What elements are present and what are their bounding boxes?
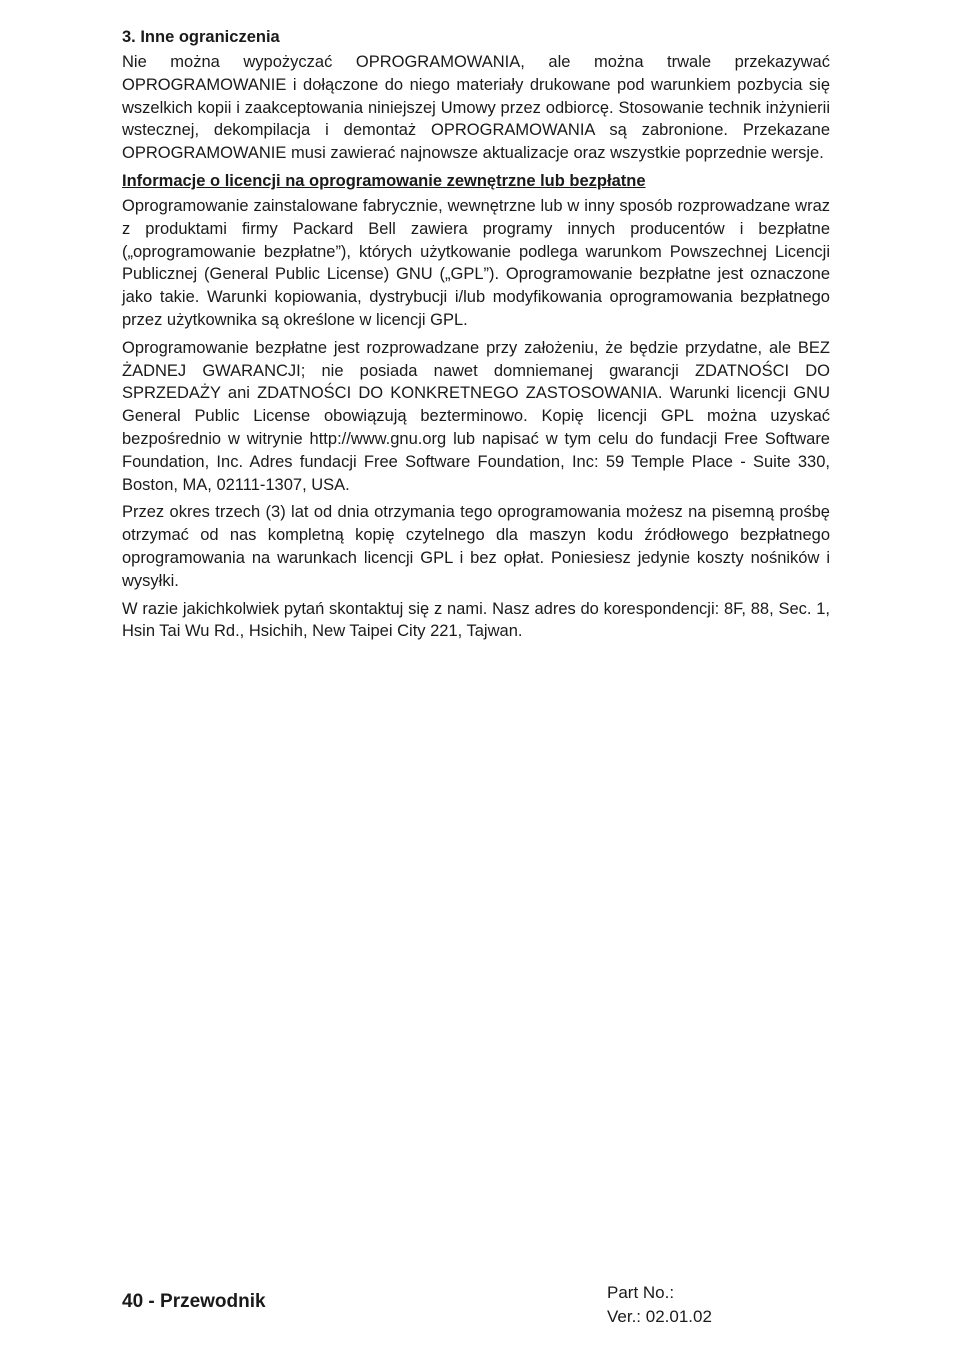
part-number: Part No.: [607,1283,675,1302]
version-number: Ver.: 02.01.02 [607,1307,712,1326]
restrictions-paragraph: Nie można wypożyczać OPROGRAMOWANIA, ale można trwale przekazywać OPROGRAMOWANIE i dołączone do niego materiały drukowane pod warunkiem pozbycia się wszelkich kopii i zaakceptowania niniejszej Umowy przez odbiorcę. Stosowanie technik inżynierii wstecznej, dekompilacja i demontaż OPROGRAMOWANIA są zabronione. Przekazane OPROGRAMOWANIE musi zawierać najnowsze aktualizacje oraz wszystkie poprzednie wersje. [122,53,830,163]
footer-page-label: 40 - Przewodnik [122,1291,266,1312]
document-body [122,26,830,648]
section-heading: 3. Inne ograniczenia [122,28,280,46]
license-paragraph-2: Oprogramowanie bezpłatne jest rozprowadzane przy założeniu, że będzie przydatne, ale BEZ ŻADNEJ GWARANCJI; nie posiada nawet domniemanej gwarancji ZDATNOŚCI DO SPRZEDAŻY ani ZDATNOŚCI DO KONKRETNEGO ZASTOSOWANIA. Warunki licencji GNU General Public License obowiązują bezterminowo. Kopię licencji GPL można uzyskać bezpośrednio w witrynie http://www.gnu.org lub napisać w tym celu do fundacji Free Software Foundation, Inc. Adres fundacji Free Software Foundation, Inc: 59 Temple Place - Suite 330, Boston, MA, 02111-1307, USA. [122,338,830,494]
license-paragraph-1: Oprogramowanie zainstalowane fabrycznie, wewnętrzne lub w inny sposób rozprowadzane wraz z produktami firmy Packard Bell zawiera programy innych producentów i bezpłatne („oprogramowanie bezpłatne”), których użytkowanie podlega warunkom Powszechnej Licencji Publicznej (General Public License) GNU („GPL”). Oprogramowanie bezpłatne jest oznaczone jako takie. Warunki kopiowania, dystrybucji i/lub modyfikowania oprogramowania bezpłatnego przez użytkownika są określone w licencji GPL. [122,196,830,329]
footer-meta [607,1281,712,1329]
license-paragraph-4: W razie jakichkolwiek pytań skontaktuj się z nami. Nasz adres do korespondencji: 8F, 88, Sec. 1, Hsin Tai Wu Rd., Hsichih, New Taipei City 221, Tajwan. [122,599,830,641]
license-heading: Informacje o licencji na oprogramowanie zewnętrzne lub bezpłatne [122,171,646,190]
license-paragraph-3: Przez okres trzech (3) lat od dnia otrzymania tego oprogramowania możesz na pisemną prośbę otrzymać od nas kompletną kopię czytelnego dla maszyn kodu źródłowego bezpłatnego oprogramowania na warunkach licencji GPL i bez opłat. Poniesiesz jedynie koszty nośników i wysyłki. [122,503,830,590]
